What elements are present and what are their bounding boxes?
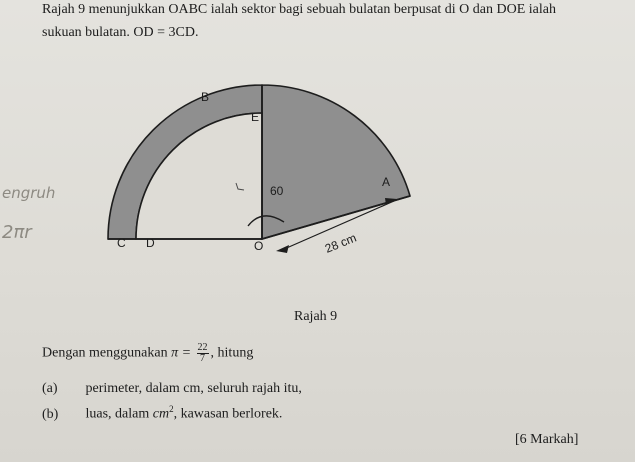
part-b-prefix: luas, dalam — [85, 406, 150, 422]
part-b — [42, 404, 282, 423]
figure-caption: Rajah 9 — [294, 309, 338, 324]
pi-definition: π = — [171, 345, 192, 361]
pi-fraction — [197, 343, 209, 364]
label-a: A — [382, 175, 391, 189]
pi-numerator: 22 — [197, 342, 208, 353]
instruction-line — [42, 343, 253, 364]
angle-label: 60 — [270, 184, 284, 198]
label-d: D — [146, 236, 155, 250]
question-intro: Rajah 9 menunjukkan OABC ialah sektor bagi sebuah bulatan berpusat di O dan DOE ialah — [42, 2, 556, 17]
part-b-label: (b) — [42, 406, 59, 422]
unit-exponent: 2 — [169, 404, 174, 414]
marks-label: [6 Markah] — [515, 432, 579, 447]
pi-denominator: 7 — [200, 353, 206, 364]
given-prefix: sukuan bulatan. — [42, 25, 130, 40]
label-c: C — [117, 236, 126, 250]
given-relation: OD = 3CD. — [133, 25, 199, 40]
handwritten-note-1: engruh — [2, 184, 56, 202]
part-b-suffix: , kawasan berlorek. — [173, 406, 283, 422]
instruction-suffix: , hitung — [210, 345, 254, 361]
label-e: E — [251, 110, 260, 124]
part-a — [42, 381, 302, 397]
part-a-text: perimeter, dalam cm, seluruh rajah itu, — [85, 381, 302, 396]
handwritten-note-2: 2πr — [2, 222, 32, 243]
length-arrow-head-left — [276, 245, 289, 253]
instruction-prefix: Dengan menggunakan — [42, 345, 168, 361]
label-o: O — [254, 239, 264, 253]
label-b: B — [201, 90, 210, 104]
length-label: 28 cm — [322, 230, 359, 256]
unit-cm: cm — [152, 406, 170, 422]
part-a-label: (a) — [42, 381, 58, 396]
